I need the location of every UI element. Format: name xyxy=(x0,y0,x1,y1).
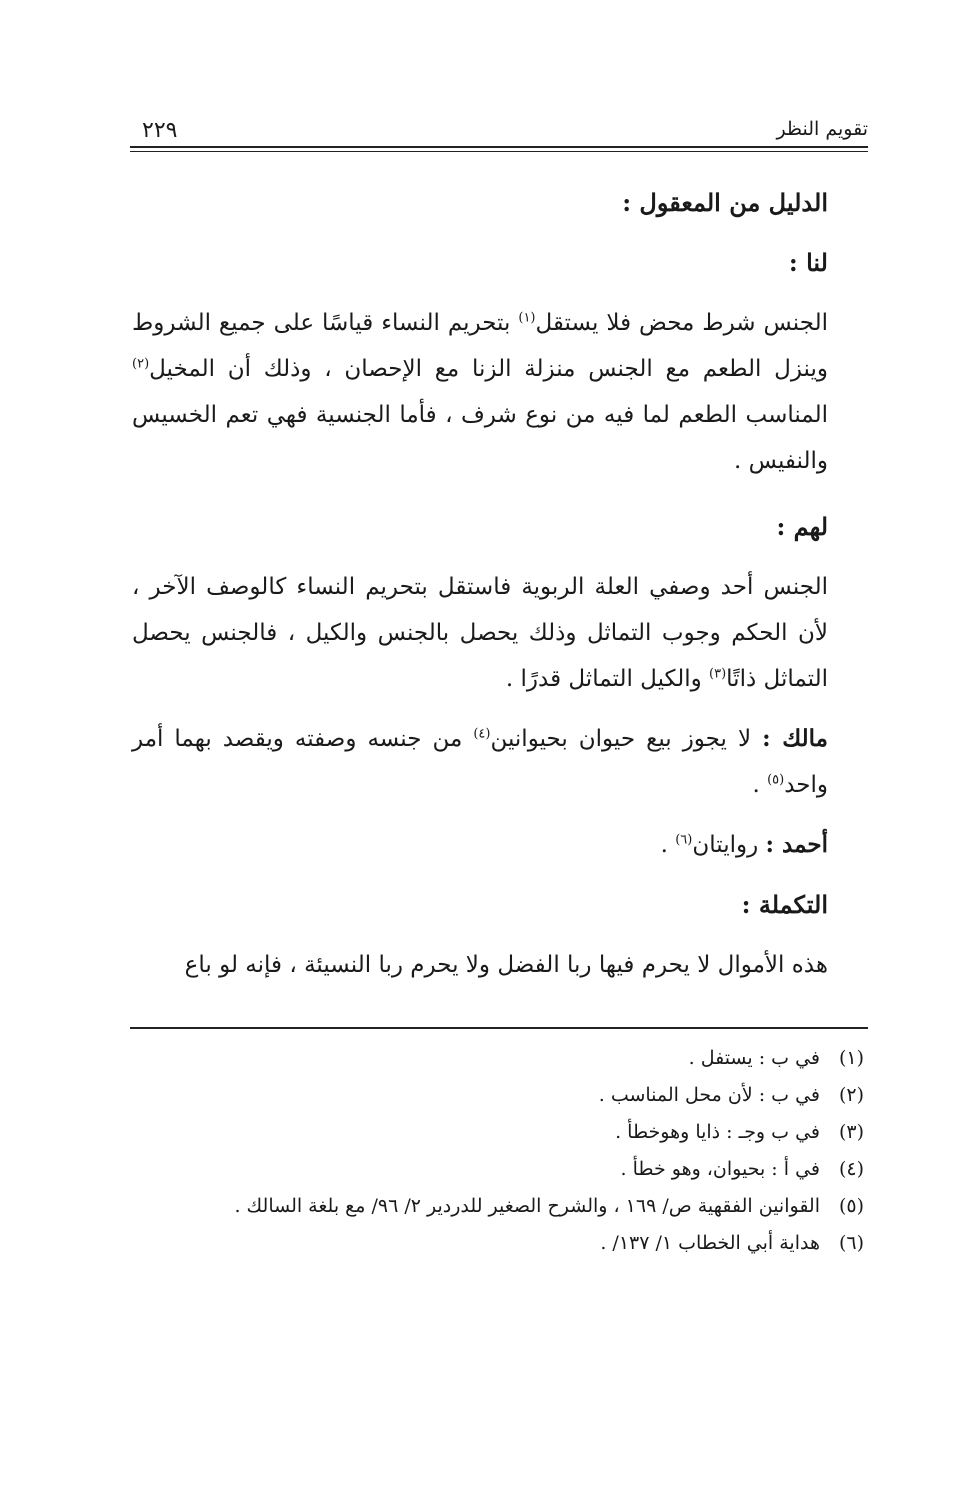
footnote: (٢) في ب : لأن محل المناسب . xyxy=(598,1084,864,1106)
paragraph-ahmad: أحمد : روايتان$^{(٦)}$ . xyxy=(660,831,828,858)
paragraph-malik: مالك : لا يجوز بيع حيوان بحيوانين$^{(٤)}$ من جنسه وصفته ويقصد بهما أمر واحد$^{(٥)}$ . xyxy=(132,725,828,798)
ahmad-label: أحمد : xyxy=(765,831,828,858)
paragraph-takmila: هذه الأموال لا يحرم فيها ربا الفضل ولا يحرم ربا النسيئة ، فإنه لو باع xyxy=(184,952,828,978)
page-number: ٢٢٩ xyxy=(142,118,178,143)
footnote-ref: (١) xyxy=(518,310,536,326)
paragraph-lahum: الجنس أحد وصفي العلة الربوية فاستقل بتحريم النساء كالوصف الآخر ، لأن الحكم وجوب التماثل وذلك يحصل بالجنس والكيل ، فالجنس يحصل التماثل ذاتًا$^{(٣)}$ والكيل التماثل قدرًا . xyxy=(132,574,828,692)
footnote-ref: (٥) xyxy=(767,772,785,788)
malik-label: مالك : xyxy=(762,725,828,752)
footnote: (١) في ب : يستفل . xyxy=(688,1047,864,1069)
header-rule-thin xyxy=(130,151,868,152)
footnote: (٣) في ب وجـ : ذايا وهوخطأ . xyxy=(615,1121,864,1143)
footnote: (٦) هداية أبي الخطاب ١/ ١٣٧/ . xyxy=(600,1232,864,1254)
footnote-ref: (٢) xyxy=(132,356,150,372)
footnote-ref: (٦) xyxy=(675,832,693,848)
footnote-ref: (٣) xyxy=(709,666,727,682)
main-text xyxy=(132,180,864,988)
footnotes xyxy=(132,1040,864,1262)
running-header-title: تقويم النظر xyxy=(776,118,868,140)
paragraph-lana: الجنس شرط محض فلا يستقل$^{(١)}$ بتحريم النساء قياسًا على جميع الشروط وينزل الطعم مع الجنس منزلة الزنا مع الإحصان ، وذلك أن المخيل$^{(٢)}$ المناسب الطعم لما فيه من نوع شرف ، فأما الجنسية فهي تعم الخسيس والنفيس . xyxy=(132,310,828,474)
footnote: (٤) في أ : بحيوان، وهو خطأ . xyxy=(620,1158,864,1180)
section-heading-reason: الدليل من المعقول : xyxy=(622,188,828,217)
footnote: (٥) القوانين الفقهية ص/ ١٦٩ ، والشرح الصغير للدردير ٢/ ٩٦/ مع بلغة السالك . xyxy=(234,1195,864,1217)
footnote-ref: (٤) xyxy=(473,726,491,742)
footnote-separator xyxy=(130,1027,868,1029)
section-heading-lana: لنا : xyxy=(788,248,828,277)
header-rule xyxy=(130,146,868,148)
section-heading-lahum: لهم : xyxy=(776,512,828,541)
section-heading-takmila: التكملة : xyxy=(741,890,828,919)
